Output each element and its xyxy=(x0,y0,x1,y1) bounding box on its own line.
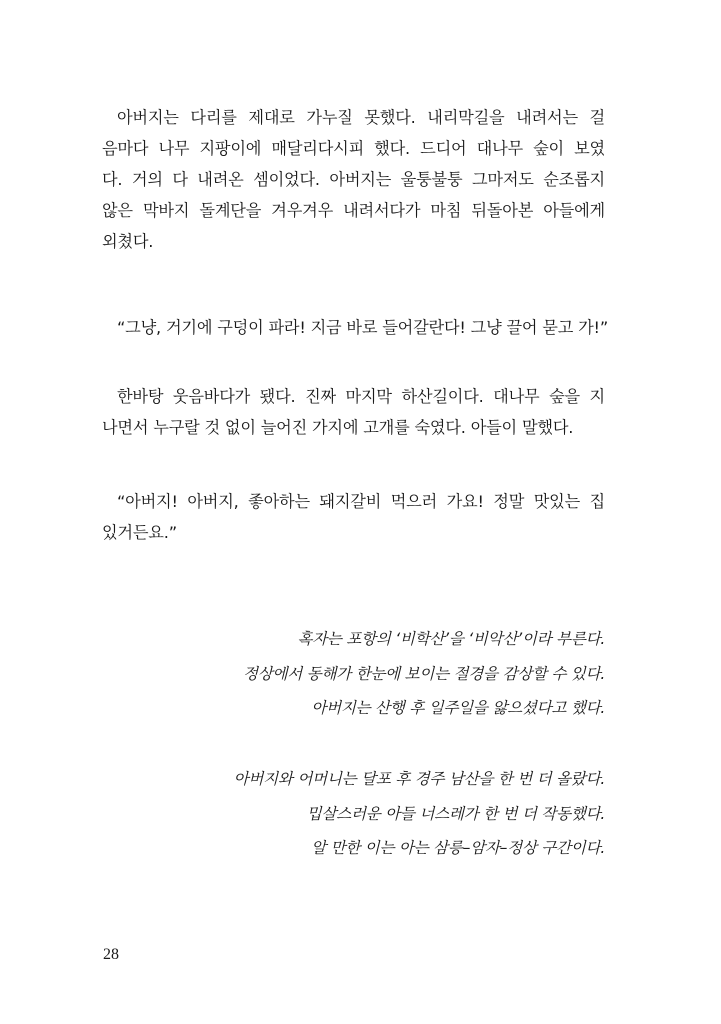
text-line: “그냥, 거기에 구덩이 파라! 지금 바로 들어갈란다! 그냥 끌어 묻고 가!” xyxy=(117,318,609,337)
text-line: 다. 거의 다 내려온 셈이었다. 아버지는 울퉁불퉁 그마저도 순조롭지 xyxy=(102,170,605,189)
text-line: “아버지! 아버지, 좋아하는 돼지갈비 먹으러 가요! 정말 맛있는 집 xyxy=(117,492,605,511)
note-line: 아버지는 산행 후 일주일을 앓으셨다고 했다. xyxy=(311,699,605,717)
note-line: 알 만한 이는 아는 삼릉–암자–정상 구간이다. xyxy=(311,839,605,857)
note-line: 아버지와 어머니는 달포 후 경주 남산을 한 번 더 올랐다. xyxy=(233,770,605,788)
text-line: 않은 막바지 돌계단을 겨우겨우 내려서다가 마침 뒤돌아본 아들에게 xyxy=(102,201,605,220)
paragraph-son-quote xyxy=(102,486,605,548)
text-line: 있거든요.” xyxy=(102,523,177,542)
text-line: 나면서 누구랄 것 없이 늘어진 가지에 고개를 숙였다. 아들이 말했다. xyxy=(102,418,574,437)
paragraph-father-descending xyxy=(102,102,605,257)
note-line: 밉살스러운 아들 너스레가 한 번 더 작동했다. xyxy=(306,804,605,823)
text-line: 외쳤다. xyxy=(102,232,154,251)
paragraph-father-quote xyxy=(102,312,609,343)
text-line: 한바탕 웃음바다가 됐다. 진짜 마지막 하산길이다. 대나무 숲을 지 xyxy=(117,387,605,406)
side-note-bihaksan xyxy=(243,622,605,726)
page-number: 28 xyxy=(103,946,119,963)
text-line: 아버지는 다리를 제대로 가누질 못했다. 내리막길을 내려서는 걸 xyxy=(117,108,605,127)
text-line: 음마다 나무 지팡이에 매달리다시피 했다. 드디어 대나무 숲이 보였 xyxy=(102,139,605,158)
note-line: 정상에서 동해가 한눈에 보이는 절경을 감상할 수 있다. xyxy=(242,664,605,683)
side-note-namsan xyxy=(234,762,605,866)
paragraph-laughter xyxy=(102,381,605,443)
note-line: 혹자는 포항의 ‘비학산’을 ‘비악산’이라 부른다. xyxy=(297,630,605,648)
